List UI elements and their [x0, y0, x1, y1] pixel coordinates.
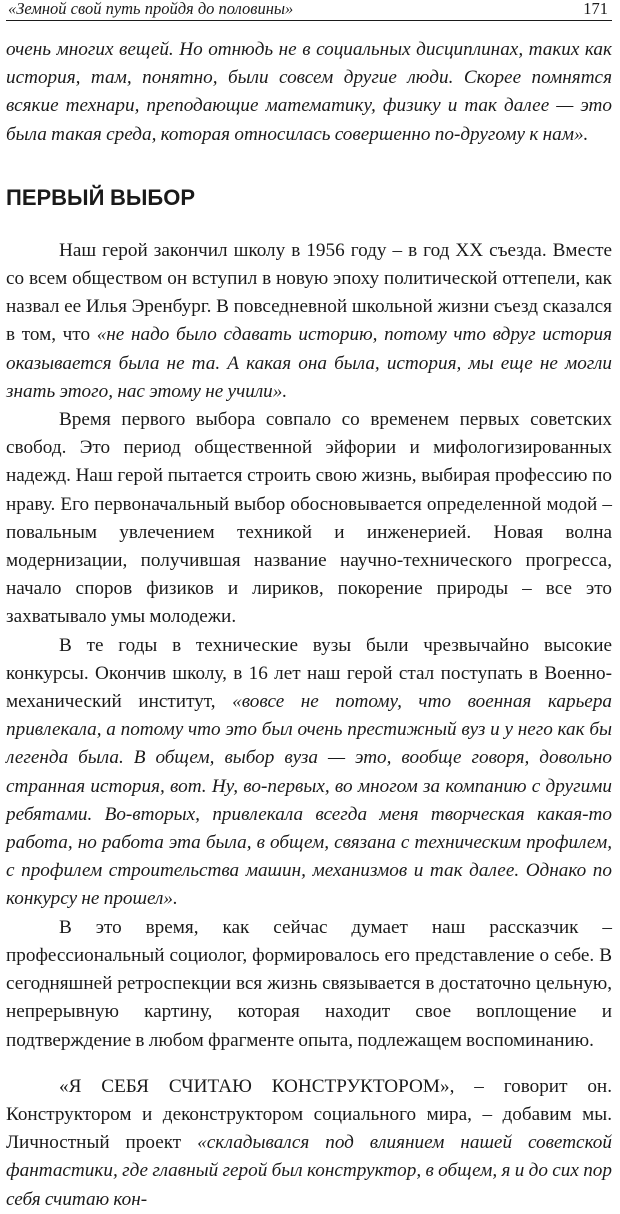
paragraph-3-quote: «вовсе не потому, что военная карьера привлекала, а потому что это был очень престижный вуз и у него как бы легенда была. В общем, выбор вуза — это, вообще говоря, довольно странная история, вот. Ну, во-первых, во многом за компанию с другими ребятами. Во-вторых, привлекала всегда меня творческая какая-то работа, но работа эта была, в общем, связана с техническим профилем, с профилем строительства машин, механизмов и так далее. Однако по конкурсу не прошел». [6, 691, 613, 910]
paragraph-1-quote: «не надо было сдавать историю, потому что вдруг история оказывается была не та. А какая она была, история, мы еще не могли знать этого, нас этому не учили». [6, 324, 612, 402]
page-body [6, 36, 612, 1214]
paragraph-2: Время первого выбора совпало со временем первых советских свобод. Это период общественной эйфории и мифологизированных надежд. Наш герой пытается строить свою жизнь, выбирая профессию по нраву. Его первоначальный выбор обосновывается определенной модой – повальным увлечением техникой и инженерией. Новая волна модернизации, получившая название научно-технического прогресса, начало споров физиков и лириков, покорение природы – все это захватывало умы молодежи. [6, 409, 612, 628]
running-header [6, 0, 612, 21]
paragraph-4: В это время, как сейчас думает наш рассказчик – профессиональный социолог, формировалось его представление о себе. В сегодняшней ретроспекции вся жизнь связывается в достаточно цельную, непрерывную картину, которая находит свое воплощение и подтверждение в любом фрагменте опыта, подлежащем воспоминанию. [6, 916, 612, 1051]
paragraph-1-text: Наш герой закончил школу в 1956 году – в год XX съезда. Вместе со всем обществом он вступил в новую эпоху политической оттепели, как назвал ее Илья Эренбург. В повседневной школьной жизни съезд сказался в том, что [6, 239, 612, 346]
paragraph-5-quote: «складывался под влиянием нашей советской фантастики, где главный герой был конструктор, в общем, я и до сих пор себя считаю кон- [6, 1132, 612, 1210]
paragraph-5 [6, 1073, 612, 1214]
running-title: «Земной свой путь пройдя до половины» [8, 0, 294, 18]
section-title: ПЕРВЫЙ ВЫБОР [6, 184, 196, 210]
paragraph-5-text: «Я СЕБЯ СЧИТАЮ КОНСТРУКТОРОМ», – говорит он. Конструктором и деконструктором социального мира, – добавим мы. Личностный проект [6, 1075, 612, 1154]
page-number: 171 [583, 0, 608, 18]
paragraph-3-text: В те годы в технические вузы были чрезвычайно высокие конкурсы. Окончив школу, в 16 лет наш герой стал поступать в Военно-механический институт, [6, 634, 612, 713]
paragraph-1 [6, 237, 612, 406]
paragraph-3 [6, 632, 612, 914]
opening-quote-paragraph: очень многих вещей. Но отнюдь не в социальных дисциплинах, таких как история, там, понятно, были совсем другие люди. Скорее помнятся всякие технари, преподающие математику, физику и так далее — это была такая среда, которая относилась совершенно по-другому к нам». [6, 39, 612, 145]
